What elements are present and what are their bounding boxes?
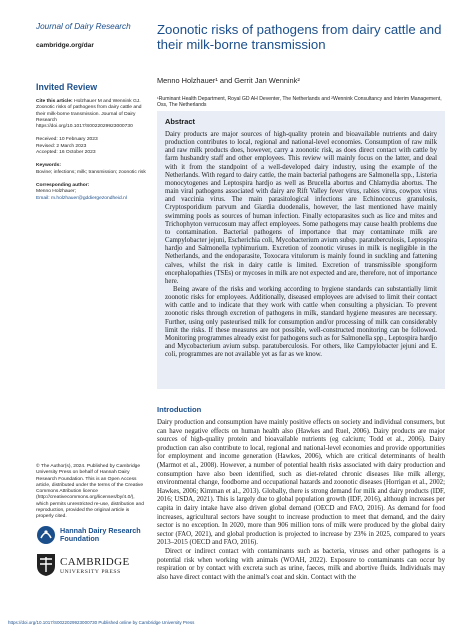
abstract-heading: Abstract	[165, 117, 195, 126]
journal-site-link[interactable]: cambridge.org/dar	[36, 42, 94, 49]
cite-label: Cite this article:	[36, 99, 73, 104]
cite-block	[36, 99, 146, 130]
article-title: Zoonotic risks of pathogens from dairy cattle and their milk-borne transmission	[157, 22, 442, 52]
cite-text: Holzhauer M and Wennink GJ. Zoonotic risks of pathogens from dairy cattle and their milk-borne transmission. Journal of Dairy Research	[36, 99, 142, 123]
abstract-paragraph: Dairy products are major sources of high-quality protein and bioavailable nutrients and dairy production contributes to local, regional and national-level economies. Consumption of raw milk and raw milk products does, however, carry a zoonotic risk, as does direct contact with cattle by farm husbandry staff and other employees. This review will mainly focus on the latter, and deal with it from the standpoint of a well-developed dairy industry, using the example of the Netherlands. With regard to dairy cattle, the main bacterial pathogens are Salmonella spp., Listeria monocytogenes and Leptospira hardjo as well as Brucella abortus and Chlamydia abortus. The main viral pathogens associated with dairy are Rift Valley fever virus, rabies virus, cowpox virus and vaccinia virus. The main parasitological infections are Echinococcus granulosis, Cryptosporidium parvum and Giardia duodenalis, however, the last mentioned have mainly swimming pools as sources of human infection. Finally ectoparasites such as lice and mites and Trichophyton verrucosum may affect employees. Some pathogens may cause health problems due to contamination. Bacterial pathogens of importance that may contaminate milk are Campylobacter jejuni, Escherichia coli, Mycobacterium avium subsp. paratuberculosis, Leptospira hardjo and Salmonella typhimurium. Excretion of zoonotic viruses in milk is negligible in the Netherlands, and the endoparasite, Toxocara vitulorum is mainly found in suckling and fattening calves, whilst the risk in dairy cattle is limited. Excretion of transmissible spongiform encephalopathies (TSEs) or mycoses in milk are not expected and are, therefore, not of importance here.	[165, 131, 437, 285]
keywords-label: Keywords:	[36, 163, 62, 169]
corresponding-label: Corresponding author:	[36, 182, 90, 188]
abstract-paragraph: Being aware of the risks and working according to hygiene standards can substantially limit zoonotic risks for employees. Additionally, diseased employees are advised to limit their contact with cattle and to indicate that they work with cattle when consulting a physician. To prevent zoonotic risks through excretion of pathogens in milk, standard hygiene measures are necessary. Further, using only pasteurised milk for consumption and/or processing of milk can considerably limit the risks. If these measures are not possible, well-constructed monitoring can be followed. Monitoring programmes already exist for pathogens such as for Salmonella spp., Leptospira hardjo and Mycobacterium avium subsp. paratuberculosis. For others, like Campylobacter jejuni and E. coli, programmes are not available yet as far as we know.	[165, 285, 437, 359]
keywords-text: Bovine; infections; milk; transmission; zoonotic risk	[36, 169, 146, 175]
section-label: Invited Review	[36, 82, 98, 92]
cambridge-shield-icon	[36, 553, 56, 577]
abstract-body	[157, 129, 445, 359]
corresponding-name: Menno Holzhauer;	[36, 189, 76, 195]
revised-date: Revised: 2 March 2023	[36, 143, 87, 149]
foundation-logo	[36, 524, 156, 546]
dates-block	[36, 137, 146, 156]
article-authors: Menno Holzhauer¹ and Gerrit Jan Wennink²	[157, 76, 300, 85]
abstract-box	[157, 111, 445, 389]
corresponding-block	[36, 183, 146, 202]
keywords-block	[36, 163, 146, 176]
article-header	[157, 22, 445, 109]
introduction-paragraph: Direct or indirect contact with contaminants such as bacteria, viruses and other pathogens is a potential risk when working with animals (WOAH, 2022). Exposure to contaminants can occur by respiration or by contact with excreta such as urine, faeces, milk and abortive fluids. Individuals may also have direct contact with the animal's coat and skin. Contact with the	[157, 547, 445, 581]
cite-doi-link[interactable]: https://doi.org/10.1017/S0022029923000730	[36, 124, 133, 130]
publisher-name: CAMBRIDGE	[60, 556, 130, 568]
article-affiliations: ¹Ruminant Health Department, Royal GD AH Deventer, The Netherlands and ²Wennink Consultancy and Interim Management, Oss, The Netherlands	[157, 96, 442, 109]
received-date: Received: 10 February 2023	[36, 137, 98, 143]
sidebar	[36, 22, 146, 202]
foundation-name: Hannah Dairy Research Foundation	[60, 526, 141, 543]
publisher-logo	[36, 553, 156, 579]
introduction-section	[157, 405, 445, 582]
accepted-date: Accepted: 16 October 2023	[36, 150, 96, 156]
publisher-subname: UNIVERSITY PRESS	[60, 569, 121, 575]
introduction-heading: Introduction	[157, 405, 202, 414]
corresponding-email-link[interactable]: Email: m.holzhauer@gddiergezondheid.nl	[36, 195, 127, 201]
journal-name: Journal of Dairy Research	[36, 22, 131, 31]
license-text: © The Author(s), 2024. Published by Cambridge University Press on behalf of Hannah Dairy Research Foundation. This is an Open Access article, distributed under the terms of the Creative Commons Attribution licence (http://creativecommons.org/licenses/by/4.0/), which permits unrestricted re-use, distribution and reproduction, provided the original article is properly cited.	[36, 464, 144, 520]
page-footer[interactable]: https://doi.org/10.1017/S0022029923000730 Published online by Cambridge University Press	[8, 620, 195, 625]
introduction-paragraph: Dairy production and consumption have mainly positive effects on society and individual consumers, but can have negative effects on human health also (Hawkes and Ruel, 2006). Dairy products are major sources of high-quality protein and bioavailable nutrients (eg calcium; Todd et al., 2006). Dairy production can also contribute to local, regional and national-level economies and provide opportunities for employment and income generation (Hawkes, 2006), which are critical determinants of health (Marmot et al., 2008). However, a number of potential health risks associated with dairy production and consumption have also been identified, such as diet-related chronic diseases like milk allergy, environmental change, foodborne and occupational hazards and zoonotic diseases (Horrigan et al., 2002; Hawkes, 2006; Kimman et al., 2013). Globally, there is strong demand for milk and dairy products (IDF, 2016; USDA, 2021). This is largely due to global population growth (IDF, 2016), although increases per capita in dairy intake have also driven global demand (OECD and FAO, 2016). As demand for food increases, agricultural sectors have sought to increase production to meet that demand, and the dairy sector is no exception. In 2020, more than 906 million tons of milk were produced by the global dairy sector (FAO, 2021), and global production is projected to increase by 23% in 2025, compared to years 2013–2015 (OECD and FAO, 2016).	[157, 419, 446, 547]
introduction-body	[157, 419, 445, 582]
